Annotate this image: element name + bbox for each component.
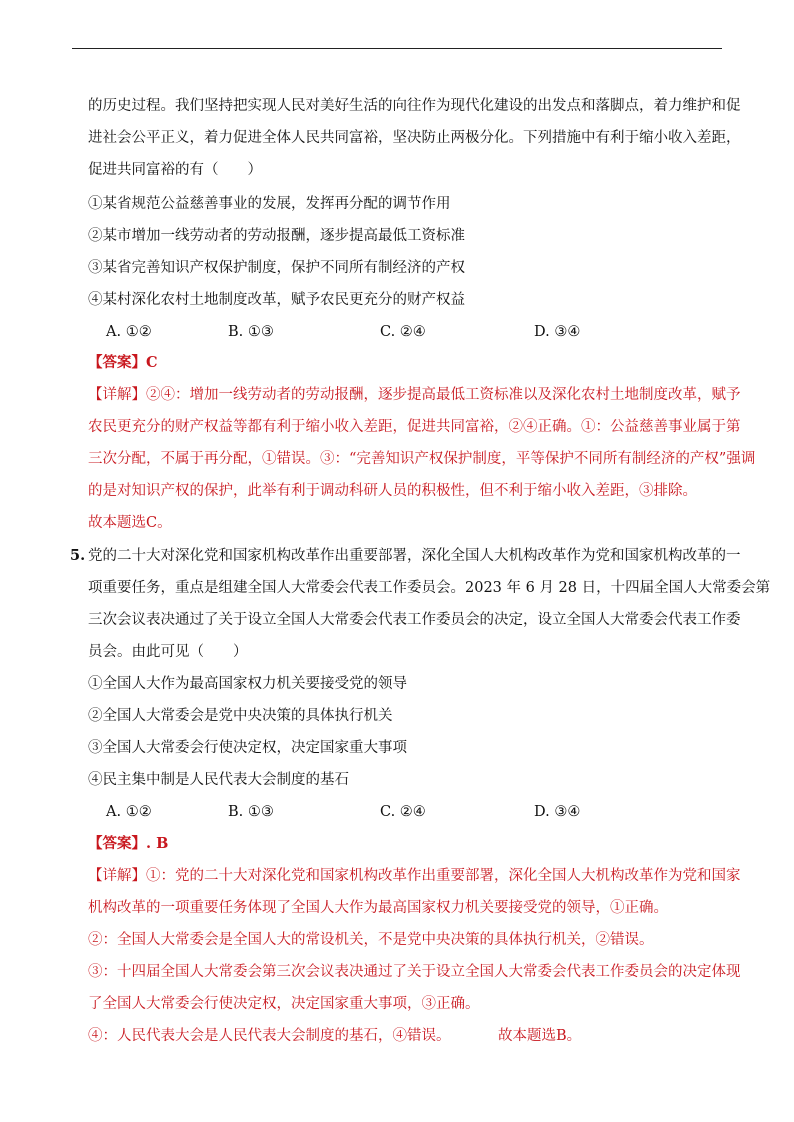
q4-item-4: ④某村深化农村土地制度改革，赋予农民更充分的财产权益 bbox=[88, 292, 465, 308]
q5-detail-line-2: 机构改革的一项重要任务体现了全国人大作为最高国家权力机关要接受党的领导，①正确。 bbox=[88, 900, 668, 916]
q5-item-3: ③全国人大常委会行使决定权，决定国家重大事项 bbox=[88, 740, 407, 756]
q5-choice-b: B. ①③ bbox=[228, 804, 274, 820]
q5-final-answer: 故本题选B。 bbox=[498, 1028, 582, 1044]
q4-item-3: ③某省完善知识产权保护制度，保护不同所有制经济的产权 bbox=[88, 260, 465, 276]
q5-detail-line-3: ②：全国人大常委会是全国人大的常设机关，不是党中央决策的具体执行机关，②错误。 bbox=[88, 932, 654, 948]
q4-detail-line-1: 【详解】②④：增加一线劳动者的劳动报酬，逐步提高最低工资标准以及深化农村土地制度改革，赋予 bbox=[88, 387, 741, 403]
q5-detail-line-1: 【详解】①：党的二十大对深化党和国家机构改革作出重要部署，深化全国人大机构改革作为党和国家 bbox=[88, 868, 741, 884]
q4-stem-line-1: 的历史过程。我们坚持把实现人民对美好生活的向往作为现代化建设的出发点和落脚点，着力维护和促 bbox=[88, 98, 741, 114]
q4-choice-a: A. ①② bbox=[106, 324, 152, 340]
q5-choice-c: C. ②④ bbox=[380, 804, 426, 820]
q4-stem-line-2: 进社会公平正义，着力促进全体人民共同富裕，坚决防止两极分化。下列措施中有利于缩小收入差距， bbox=[88, 130, 741, 146]
q5-detail-line-6: ④：人民代表大会是人民代表大会制度的基石，④错误。 bbox=[88, 1028, 451, 1044]
q5-answer: 【答案】. B bbox=[88, 835, 169, 852]
q4-detail-line-3: 三次分配，不属于再分配，①错误。③：“完善知识产权保护制度，平等保护不同所有制经济的产权”强调 bbox=[88, 451, 756, 467]
q5-detail-line-5: 了全国人大常委会行使决定权，决定国家重大事项，③正确。 bbox=[88, 996, 480, 1012]
q4-detail-line-2: 农民更充分的财产权益等都有利于缩小收入差距，促进共同富裕，②④正确。①：公益慈善事业属于第 bbox=[88, 419, 741, 435]
q5-detail-line-4: ③：十四届全国人大常委会第三次会议表决通过了关于设立全国人大常委会代表工作委员会的决定体现 bbox=[88, 964, 741, 980]
q4-answer: 【答案】C bbox=[88, 354, 158, 371]
q4-stem-line-3: 促进共同富裕的有（ ） bbox=[88, 162, 262, 178]
q5-stem-line-1: 党的二十大对深化党和国家机构改革作出重要部署，深化全国人大机构改革作为党和国家机构改革的一 bbox=[88, 548, 741, 564]
q5-choice-a: A. ①② bbox=[106, 804, 152, 820]
q4-choice-c: C. ②④ bbox=[380, 324, 426, 340]
q4-detail-line-5: 故本题选C。 bbox=[88, 515, 172, 531]
q4-item-2: ②某市增加一线劳动者的劳动报酬，逐步提高最低工资标准 bbox=[88, 228, 465, 244]
q5-stem-line-2: 项重要任务，重点是组建全国人大常委会代表工作委员会。2023 年 6 月 28 日，十四届全国人大常委会第 bbox=[88, 580, 771, 596]
q4-choice-b: B. ①③ bbox=[228, 324, 274, 340]
q5-item-2: ②全国人大常委会是党中央决策的具体执行机关 bbox=[88, 708, 393, 724]
q4-item-1: ①某省规范公益慈善事业的发展，发挥再分配的调节作用 bbox=[88, 196, 451, 212]
q5-stem-line-4: 员会。由此可见（ ） bbox=[88, 644, 248, 660]
q5-stem-line-3: 三次会议表决通过了关于设立全国人大常委会代表工作委员会的决定，设立全国人大常委会代表工作委 bbox=[88, 612, 741, 628]
q4-choice-d: D. ③④ bbox=[534, 324, 581, 340]
q4-detail-line-4: 的是对知识产权的保护，此举有利于调动科研人员的积极性，但不利于缩小收入差距，③排除。 bbox=[88, 483, 697, 499]
q5-choice-d: D. ③④ bbox=[534, 804, 581, 820]
q5-number: 5. bbox=[70, 547, 86, 564]
header-rule bbox=[72, 48, 722, 49]
q5-item-1: ①全国人大作为最高国家权力机关要接受党的领导 bbox=[88, 676, 407, 692]
q5-item-4: ④民主集中制是人民代表大会制度的基石 bbox=[88, 772, 349, 788]
